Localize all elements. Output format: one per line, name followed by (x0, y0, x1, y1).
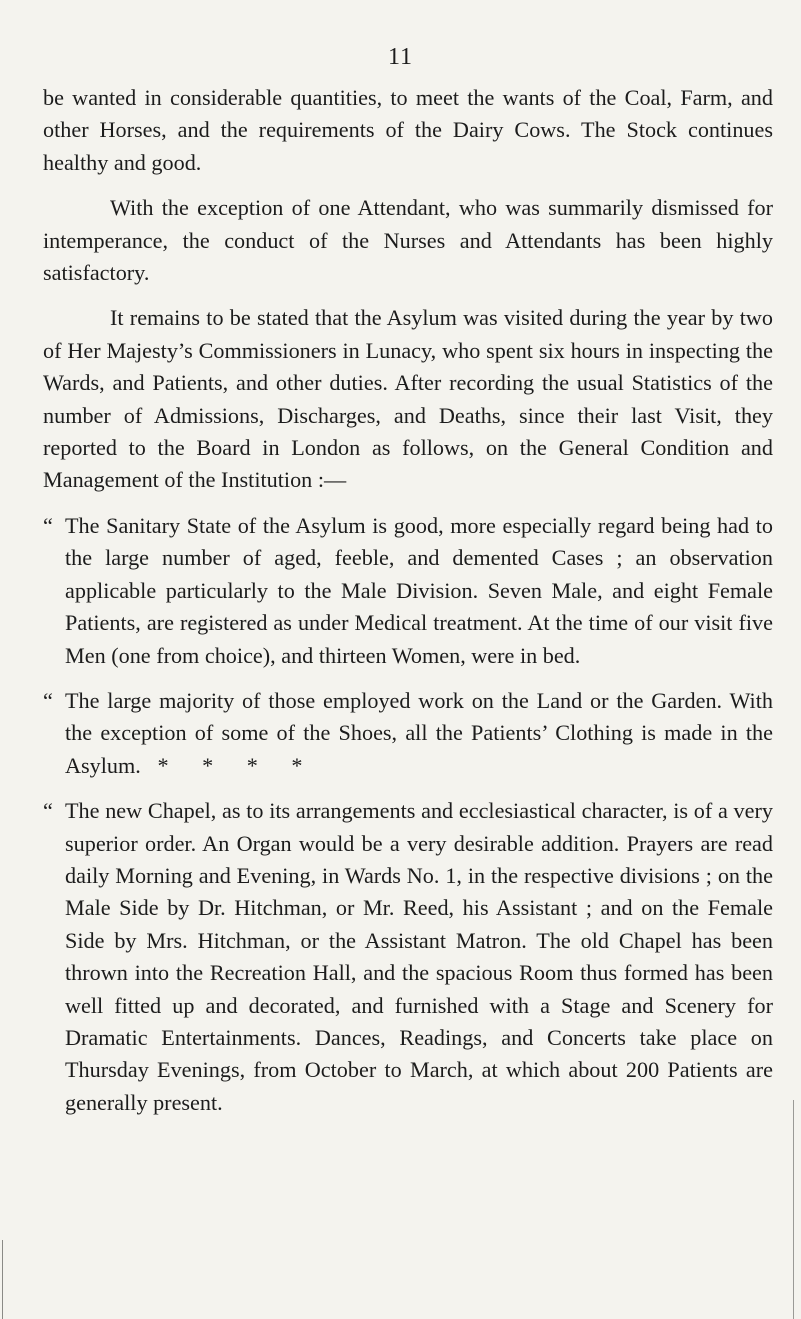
page-edge-shadow-left (2, 1240, 3, 1319)
quote-mark: “ (43, 512, 53, 538)
paragraph-attendants: With the exception of one Attendant, who was summarily dismissed for intemperance, the conduct of the Nurses and Attendants has been highly satisfactory. (43, 195, 773, 286)
paragraph-continuation: be wanted in considerable quantities, to meet the wants of the Coal, Farm, and other Horses, and the requirements of the Dairy Cows. The Stock continues healthy and good. (43, 85, 773, 175)
quote-text: The large majority of those employed work on the Land or the Garden. With the exception of some of the Shoes, all the Patients’ Clothing is made in the Asylum. (65, 687, 773, 778)
quote-text: The Sanitary State of the Asylum is good, more especially regard being had to the large number of aged, feeble, and demented Cases ; an observation applicable particularly to the Male Division. Seven Male, and eight Female Patients, are registered as under Medical treatment. At the time of our visit five Men (one from choice), and thirteen Women, were in bed. (65, 512, 773, 668)
quote-text: The new Chapel, as to its arrangements and ecclesiastical character, is of a very superior order. An Organ would be a very desirable addition. Prayers are read daily Morning and Evening, in Wards No. 1, in the respective divisions ; on the Male Side by Dr. Hitchman, or Mr. Reed, his Assistant ; and on the Female Side by Mrs. Hitchman, or the Assistant Matron. The old Chapel has been thrown into the Recreation Hall, and the spacious Room thus formed has been well fitted up and decorated, and furnished with a Stage and Scenery for Dramatic Entertainments. Dances, Readings, and Concerts take place on Thursday Evenings, from October to March, at which about 200 Patients are generally present. (65, 798, 773, 1115)
quote-sanitary-state (43, 510, 773, 672)
document-body (43, 82, 773, 1132)
quote-mark: “ (43, 798, 53, 824)
page-number: 11 (387, 44, 414, 70)
omission-stars: * * * * (157, 752, 303, 778)
quote-mark: “ (43, 687, 53, 713)
page-edge-shadow (793, 1100, 794, 1319)
quote-chapel (43, 795, 773, 1119)
quote-employment (43, 685, 773, 782)
paragraph-commissioners-visit: It remains to be stated that the Asylum was visited during the year by two of Her Majesty’s Commissioners in Lunacy, who spent six hours in inspecting the Wards, and Patients, and other duties. After recording the usual Statistics of the number of Admissions, Discharges, and Deaths, since their last Visit, they reported to the Board in London as follows, on the General Condition and Management of the Institution :— (43, 305, 773, 493)
